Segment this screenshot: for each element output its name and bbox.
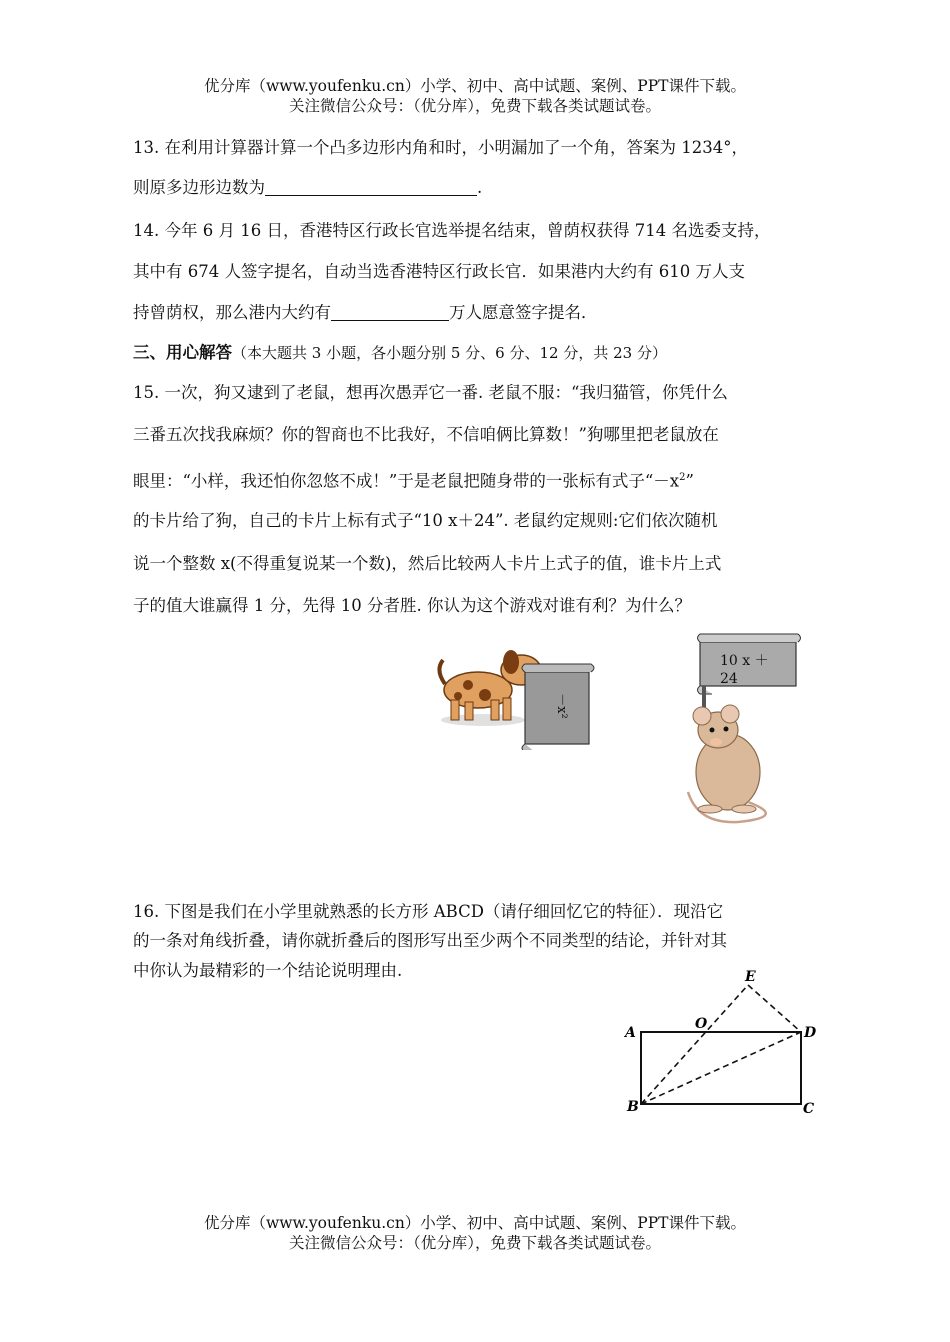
dog-illustration	[433, 640, 603, 750]
label-b: B	[627, 1099, 639, 1115]
label-e: E	[745, 969, 756, 985]
q16-line-1: 16. 下图是我们在小学里就熟悉的长方形 ABCD（请仔细回忆它的特征）．现沿它	[133, 902, 724, 921]
q15-line-3-end: ”	[685, 471, 694, 491]
q15-line-6: 子的值大谁赢得 1 分，先得 10 分者胜. 你认为这个游戏对谁有利？为什么？	[133, 596, 691, 615]
q13-line-2	[133, 177, 482, 199]
q13-line-1: 13. 在利用计算器计算一个凸多边形内角和时，小明漏加了一个角，答案为 1234°，	[133, 138, 748, 157]
rectangle-fold-diagram	[615, 965, 835, 1125]
label-c: C	[803, 1101, 815, 1117]
label-o: O	[695, 1016, 708, 1032]
q16-line-2: 的一条对角线折叠，请你就折叠后的图形写出至少两个不同类型的结论，并针对其	[133, 931, 727, 950]
header-line-2: 关注微信公众号：（优分库），免费下载各类试题试卷。	[288, 97, 661, 115]
q15-line-4: 的卡片给了狗，自己的卡片上标有式子“10 x＋24”. 老鼠约定规则:它们依次随机	[133, 511, 718, 530]
q14-line-3-end: 万人愿意签字提名．	[449, 303, 598, 322]
q16-line-3: 中你认为最精彩的一个结论说明理由.	[133, 961, 403, 980]
segment-ed	[748, 985, 801, 1032]
footer-line-2: 关注微信公众号：（优分库），免费下载各类试题试卷。	[288, 1234, 661, 1252]
q14-line-3-text: 持曾荫权，那么港内大约有	[133, 303, 331, 322]
section-3-note: （本大题共 3 小题，各小题分别 5 分、6 分、12 分，共 23 分）	[232, 344, 667, 362]
q15-line-5: 说一个整数 x(不得重复说某一个数)，然后比较两人卡片上式子的值，谁卡片上式	[133, 554, 722, 573]
mouse-card-line-2: 24	[720, 671, 738, 687]
mouse-card-line-1: 10 x ＋	[720, 653, 769, 669]
mouse-illustration	[678, 632, 808, 827]
section-3-title: 三、用心解答	[133, 343, 232, 362]
q15-superscript: 2	[679, 472, 686, 483]
header-line-1: 优分库（www.youfenku.cn）小学、初中、高中试题、案例、PPT课件下载。	[203, 77, 747, 95]
q13-line-2-text: 则原多边形边数为	[133, 178, 265, 197]
label-a: A	[625, 1025, 636, 1041]
q13-line-2-end: .	[477, 178, 483, 197]
q15-line-2: 三番五次找我麻烦？你的智商也不比我好，不信咱俩比算数！”狗哪里把老鼠放在	[133, 425, 719, 444]
dog-card-formula: －x²	[554, 693, 569, 719]
q13-answer-blank	[265, 177, 477, 196]
segment-be	[641, 985, 748, 1104]
label-d: D	[804, 1025, 817, 1041]
q14-line-1: 14. 今年 6 月 16 日，香港特区行政长官选举提名结束，曾荫权获得 714 名选委支持，	[133, 221, 771, 240]
rectangle-abcd	[641, 1032, 801, 1104]
q14-answer-blank	[331, 302, 449, 321]
diagonal-bd	[641, 1032, 801, 1104]
q15-line-3	[133, 467, 694, 493]
q14-line-2: 其中有 674 人签字提名，自动当选香港特区行政长官．如果港内大约有 610 万人支	[133, 262, 745, 281]
q15-line-1: 15. 一次，狗又逮到了老鼠，想再次愚弄它一番. 老鼠不服：“我归猫管，你凭什么	[133, 383, 728, 402]
q14-line-3	[133, 302, 598, 324]
q15-line-3-text: 眼里：“小样，我还怕你忽悠不成！”于是老鼠把随身带的一张标有式子“－x	[133, 471, 680, 491]
footer-line-1: 优分库（www.youfenku.cn）小学、初中、高中试题、案例、PPT课件下载。	[203, 1214, 747, 1232]
